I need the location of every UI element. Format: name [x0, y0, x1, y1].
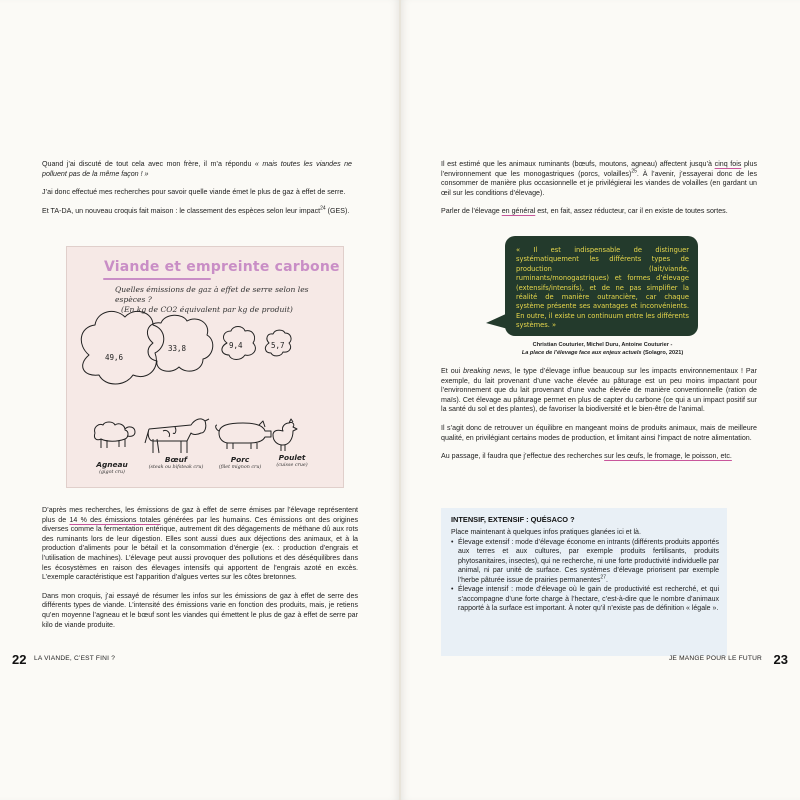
footer-right: JE MANGE POUR LE FUTUR: [668, 655, 762, 662]
paragraph-sketch: Et TA-DA, un nouveau croquis fait maison : le classement des espèces selon leur impact$^{24}$ (GES).: [42, 205, 350, 215]
right-top-column: [441, 160, 757, 226]
value-porc: 9,4: [229, 341, 243, 350]
paragraph-research: J’ai donc effectué mes recherches pour savoir quelle viande émet le plus de gaz à effet de serre.: [42, 188, 346, 197]
illustration-subtitle: Quelles émissions de gaz à effet de serre selon les espèces ? (En kg de CO2 équivalent par kg de produit): [115, 285, 309, 314]
footer-left: LA VIANDE, C’EST FINI ?: [34, 655, 116, 662]
illustration-drawings: [67, 247, 343, 487]
quote-bubble: [505, 236, 698, 336]
label-boeuf: Bœuf: [164, 455, 188, 464]
paragraph-breaking-news: Et oui breaking news, le type d’élevage influe beaucoup sur les impacts environnementaux ! Par exemple, du lait provenant d’une vache élevée au pâturage est un peu moins impactant pour l’environnement que du lait provenant d’une vache élevée de manière conventionnelle (ration de maïs). Cet élevage au pâturage permet en plus de capter du carbone (ce qui a un impact positif sur la santé du sol et des plantes), de favoriser la biodiversité et le bien-être de l’animal.: [441, 367, 757, 414]
list-item-extensif: • Élevage extensif : mode d’élevage économe en intrants (différents produits apportés aux terres et aux cultures, par exemple produits fertilisants, produits phytosanitaires, insectes), qui ne recherche, ni une forte productivité individuelle par animal, ni par unité de surface. Ces systèmes d’élevage priorisent par exemple l’herbe pâturée issue de prairies permanentes$^{27}$.: [458, 538, 719, 586]
label-agneau: Agneau: [96, 460, 128, 469]
value-boeuf: 33,8: [168, 344, 187, 353]
quote-source: Christian Couturier, Michel Duru, Antoine Couturier - La place de l’élevage face aux enjeux actuels (Solagro, 2021): [521, 342, 684, 356]
paragraph-balance: Il s’agit donc de retrouver un équilibre en mangeant moins de produits animaux, mais de meilleure qualité, en privilégiant certains modes de production, et limitant ainsi l’impact de notre alimentation.: [441, 423, 757, 442]
box-body: [451, 528, 719, 614]
quote-text: « Il est indispensable de distinguer systématiquement les différents types de production (lait/viande, ruminants/monogastriques) et formes d’élevage (extensifs/intensifs), et de ne pas simplifier la réalité de manière outrancière, car chaque système présente ses avantages et inconvénients. En outre, il existe un continuum entre les différents systèmes. »: [516, 246, 689, 330]
book-gutter: [399, 0, 401, 800]
page-number-right: 23: [773, 652, 788, 667]
paragraph-ruminants: Il est estimé que les animaux ruminants (bœufs, moutons, agneau) affectent jusqu’à cinq fois plus l’environnement que les monogastriques (porcs, volailles)$^{25}$. À l’avenir, j’essayerai donc de les consommer de manière plus occasionnelle et je privilégierai les viandes de volailles (en gardant un œil sur les conditions d’élevage).: [441, 160, 757, 197]
paragraph-emissions: D’après mes recherches, les émissions de gaz à effet de serre émises par l’élevage représentent plus de 14 % des émissions totales générées par les humains. Ces émissions ont des origines diverses comme la fermentation entérique, autrement dit des dégagements de méthane dû aux rots des ruminants lors de leur digestion. Elles sont aussi dues aux déjections des animaux, et à la production d’aliments pour le bétail et la consommation d’énergie (ex. : production d’engrais et l’utilisation de machines). L’élevage peut aussi provoquer des pollutions et des déséquilibres dans les écosystèmes en raison des élevages intensifs qui apportent de l’engrais azoté en excès. L’exemple caractéristique est l’apparition d’algues vertes sur les côtes bretonnes.: [42, 506, 358, 582]
value-agneau: 49,6: [105, 353, 124, 362]
cow-icon: [145, 419, 209, 453]
left-top-column: [42, 160, 352, 225]
carbon-footprint-illustration: [66, 246, 344, 488]
paragraph-intro: Quand j’ai discuté de tout cela avec mon frère, il m’a répondu « mais toutes les viandes ne polluent pas de la même façon ! »: [42, 160, 352, 178]
value-poulet: 5,7: [271, 341, 285, 350]
detail-porc: (filet mignon cru): [218, 465, 262, 470]
detail-boeuf: (steak ou bifsteak cru): [148, 465, 204, 470]
illustration-title: Viande et empreinte carbone: [104, 259, 340, 275]
right-middle-column: [441, 367, 757, 471]
list-item-intensif: • Élevage intensif : mode d’élevage où le gain de productivité est recherché, et qui s’accompagne d’une forte charge à l’hectare, c’est-à-dire que le nombre d’animaux rapporté à la surface est important. À noter qu’il n’existe pas de définition « légale ».: [458, 585, 719, 614]
label-porc: Porc: [230, 455, 250, 464]
paragraph-summary: Dans mon croquis, j’ai essayé de résumer les infos sur les émissions de gaz à effet de serre des différents types de viande. L’intensité des émissions varie en fonction des produits, mais, je retiens qu’en moyenne l’agneau et le bœuf sont les viandes qui émettent le plus de gaz à effet de serre par kilo de viande produite.: [42, 591, 358, 629]
paragraph-next-research: Au passage, il faudra que j’effectue des recherches sur les œufs, le fromage, le poisson, etc.: [441, 452, 732, 461]
detail-poulet: (cuisse crue): [276, 463, 308, 468]
chicken-icon: [273, 419, 297, 451]
box-intro: Place maintenant à quelques infos pratiques glanées ici et là.: [451, 529, 641, 536]
left-bottom-column: [42, 506, 358, 639]
cloud-agneau: [81, 311, 163, 384]
sheep-icon: [94, 422, 135, 448]
info-sidebar-box: [441, 508, 727, 656]
paragraph-general: Parler de l’élevage en général est, en fait, assez réducteur, car il en existe de toutes sortes.: [441, 207, 728, 216]
detail-agneau: (gigot cru): [99, 470, 125, 475]
box-title: INTENSIF, EXTENSIF : QUÉSACO ?: [451, 515, 575, 524]
pig-icon: [216, 421, 271, 449]
page-number-left: 22: [12, 652, 27, 667]
label-poulet: Poulet: [278, 453, 306, 462]
